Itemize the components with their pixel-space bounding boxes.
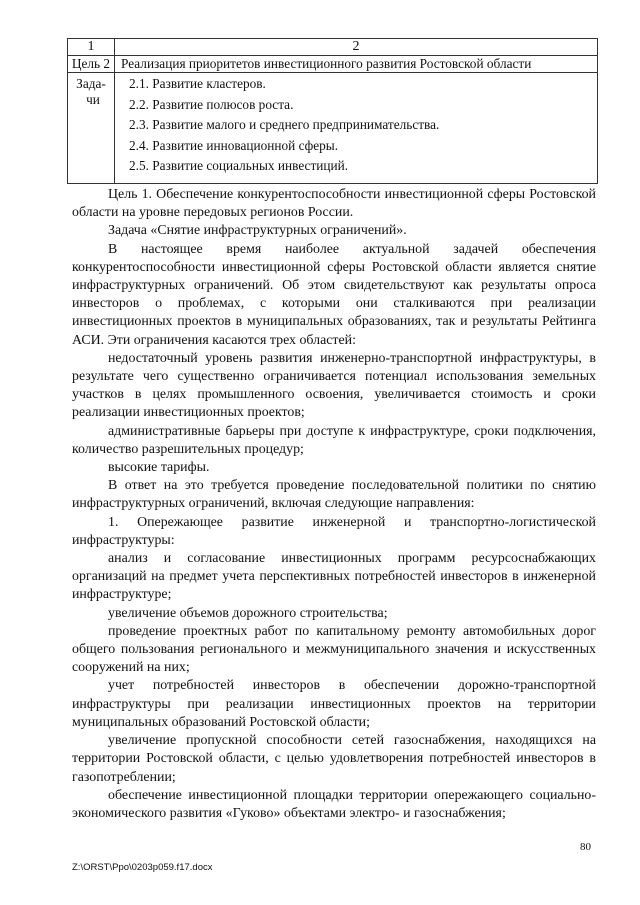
header-col1: 1 xyxy=(68,39,115,56)
paragraph: 1. Опережающее развитие инженерной и транспортно-логистической инфраструктуры: xyxy=(72,514,596,548)
tasks-label xyxy=(68,73,115,184)
goals-table xyxy=(67,38,598,184)
paragraph: анализ и согласование инвестиционных программ ресурсоснабжающих организаций на предмет учета перспективных потребностей инвесторов в инженерной инфраструктуре; xyxy=(72,551,596,603)
goal-row xyxy=(68,56,598,73)
paragraph: Задача «Снятие инфраструктурных ограничений». xyxy=(108,223,407,239)
tasks-row xyxy=(68,73,598,184)
paragraph: В настоящее время наиболее актуальной задачей обеспечения конкурентоспособности инвестиционной сферы Ростовской области является снятие инфраструктурных ограничений. Об этом свидетельствуют как результаты опроса инвесторов о проблемах, с которыми они сталкиваются при реализации инвестиционных проектов в муниципальных образованиях, так и результаты Рейтинга АСИ. Эти ограничения касаются трех областей: xyxy=(72,241,596,348)
paragraph: увеличение пропускной способности сетей газоснабжения, находящихся на территории Ростовской области, с целью удовлетворения потребностей инвесторов в газопотреблении; xyxy=(72,733,596,785)
paragraph: высокие тарифы. xyxy=(108,460,210,476)
file-path: Z:\ORST\Ppo\0203p059.f17.docx xyxy=(72,862,213,873)
list-item: 2.5. Развитие социальных инвестиций. xyxy=(129,158,349,174)
list-item: 2.1. Развитие кластеров. xyxy=(129,76,266,91)
list-item: 2.4. Развитие инновационной сферы. xyxy=(129,137,339,153)
page-number: 80 xyxy=(580,841,591,853)
paragraph: учет потребностей инвесторов в обеспечении дорожно-транспортной инфраструктуры при реализации инвестиционных проектов на территории муниципальных образований Ростовской области; xyxy=(72,678,596,730)
list-item: 2.2. Развитие полюсов роста. xyxy=(129,96,294,112)
goal-text: Реализация приоритетов инвестиционного развития Ростовской области xyxy=(115,56,598,73)
goal-label: Цель 2 xyxy=(68,56,115,73)
tasks-list xyxy=(115,73,598,184)
header-col2: 2 xyxy=(115,39,598,56)
list-item: 2.3. Развитие малого и среднего предпринимательства. xyxy=(129,117,440,133)
paragraph: недостаточный уровень развития инженерно-транспортной инфраструктуры, в результате чего существенно ограничивается потенциал использования земельных участков в целях промышленного освоения, увеличивается стоимость и сроки реализации инвестиционных проектов; xyxy=(72,350,596,421)
tasks-label-line1: Зада- xyxy=(76,76,106,91)
body-text xyxy=(72,186,596,823)
paragraph: В ответ на это требуется проведение последовательной политики по снятию инфраструктурных ограничений, включая следующие направления: xyxy=(72,478,596,512)
paragraph: увеличение объемов дорожного строительства; xyxy=(108,605,388,621)
paragraph: административные барьеры при доступе к инфраструктуре, сроки подключения, количество разрешительных процедур; xyxy=(72,423,596,457)
paragraph: проведение проектных работ по капитальному ремонту автомобильных дорог общего пользования регионального и межмуниципального значения и искусственных сооружений на них; xyxy=(72,623,596,676)
paragraph: Цель 1. Обеспечение конкурентоспособности инвестиционной сферы Ростовской области на уровне передовых регионов России. xyxy=(72,187,596,221)
paragraph: обеспечение инвестиционной площадки территории опережающего социально-экономического развития «Гуково» объектами электро- и газоснабжения; xyxy=(72,787,596,821)
table-header-row xyxy=(68,39,598,56)
tasks-label-line2: чи xyxy=(86,92,100,107)
